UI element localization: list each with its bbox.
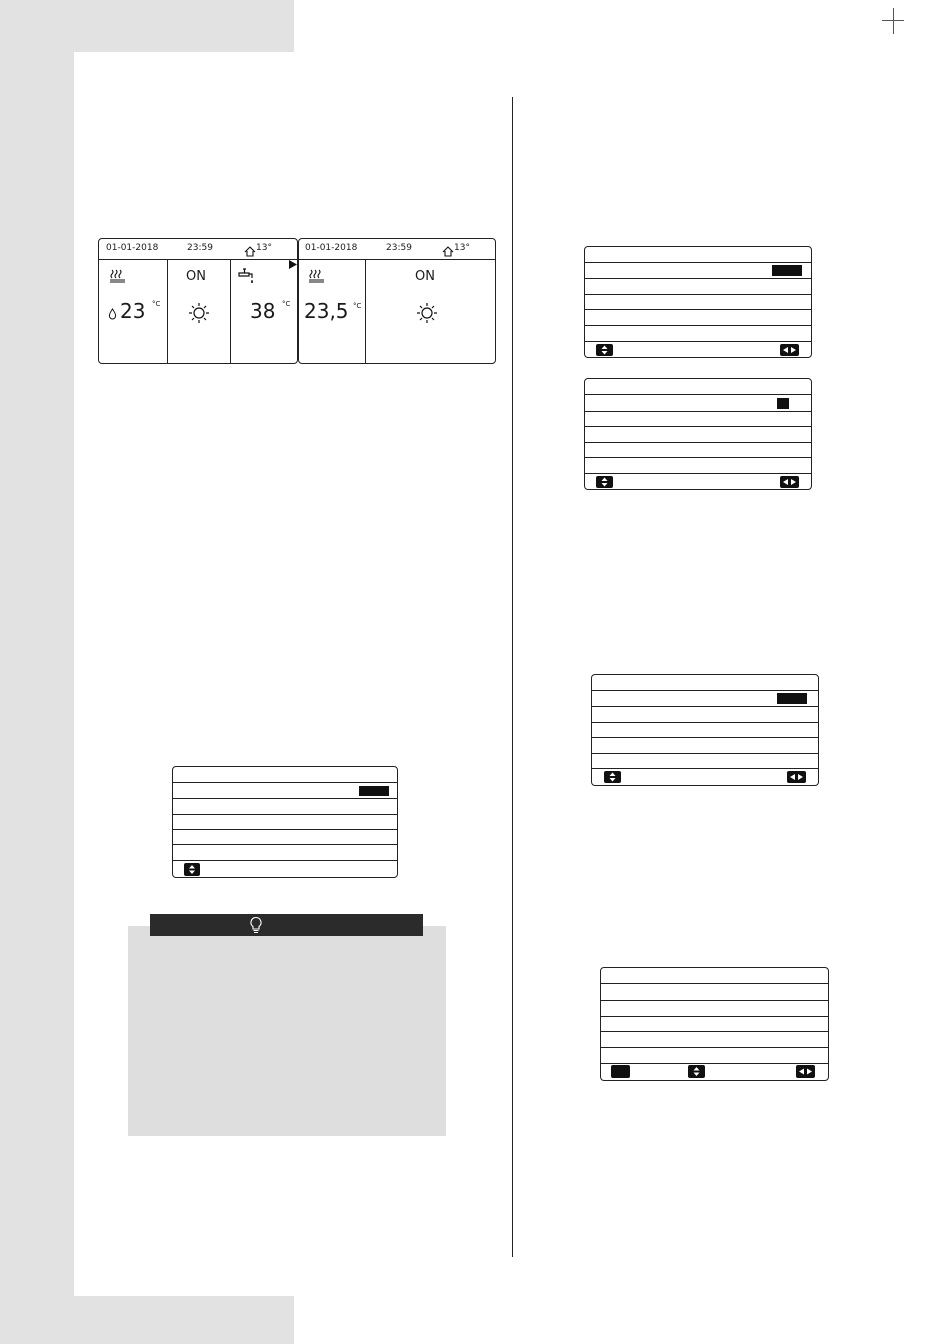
zone-temp: 23 [120, 299, 146, 323]
selected-value-box[interactable] [777, 398, 789, 409]
page-top-tab [74, 0, 294, 52]
menu-panel-right-3 [591, 674, 819, 786]
floor-heating-icon [308, 268, 326, 288]
time-label: 23:59 [187, 243, 213, 253]
outdoor-temp: 13° [454, 243, 470, 253]
menu-panel-left [172, 766, 398, 878]
dhw-temp: 38 [250, 299, 276, 323]
menu-panel-right-4 [600, 967, 829, 1081]
home-screen-2 [298, 238, 496, 364]
status-on: ON [186, 269, 206, 284]
floor-heating-icon [109, 268, 127, 288]
up-down-arrows-icon[interactable] [596, 476, 613, 488]
tip-header [150, 914, 423, 936]
left-right-arrows-icon[interactable] [796, 1065, 815, 1078]
date-label: 01-01-2018 [305, 243, 358, 253]
dhw-unit: °C [282, 300, 291, 308]
page-bottom-tab [74, 1296, 294, 1344]
zone-unit: °C [353, 302, 362, 310]
up-down-arrows-icon[interactable] [604, 771, 621, 783]
zone-temp: 23,5 [304, 299, 349, 323]
status-on: ON [415, 269, 435, 284]
zone-unit: °C [152, 300, 161, 308]
selected-value-box[interactable] [772, 265, 802, 276]
time-label: 23:59 [386, 243, 412, 253]
menu-panel-right-2 [584, 378, 812, 490]
column-divider [512, 97, 513, 1257]
sun-icon [188, 302, 210, 328]
up-down-arrows-icon[interactable] [184, 863, 200, 876]
date-label: 01-01-2018 [106, 243, 159, 253]
blank-key-icon[interactable] [611, 1065, 630, 1078]
tip-box [128, 926, 446, 1136]
drop-icon [108, 305, 117, 324]
selected-value-box[interactable] [359, 786, 389, 796]
selected-value-box[interactable] [777, 693, 807, 704]
up-down-arrows-icon[interactable] [688, 1065, 705, 1078]
left-right-arrows-icon[interactable] [780, 476, 799, 488]
left-right-arrows-icon[interactable] [787, 771, 806, 783]
crop-mark [882, 20, 904, 21]
page-margin-strip [0, 0, 74, 1344]
lightbulb-icon [249, 916, 263, 938]
crop-mark [893, 8, 894, 34]
outdoor-temp: 13° [256, 243, 272, 253]
menu-panel-right-1 [584, 246, 812, 358]
tap-icon [237, 267, 257, 289]
left-right-arrows-icon[interactable] [780, 344, 799, 356]
sun-icon [416, 302, 438, 328]
triangle-arrow-icon [289, 254, 297, 273]
up-down-arrows-icon[interactable] [596, 344, 613, 356]
home-screen-1 [98, 238, 298, 364]
